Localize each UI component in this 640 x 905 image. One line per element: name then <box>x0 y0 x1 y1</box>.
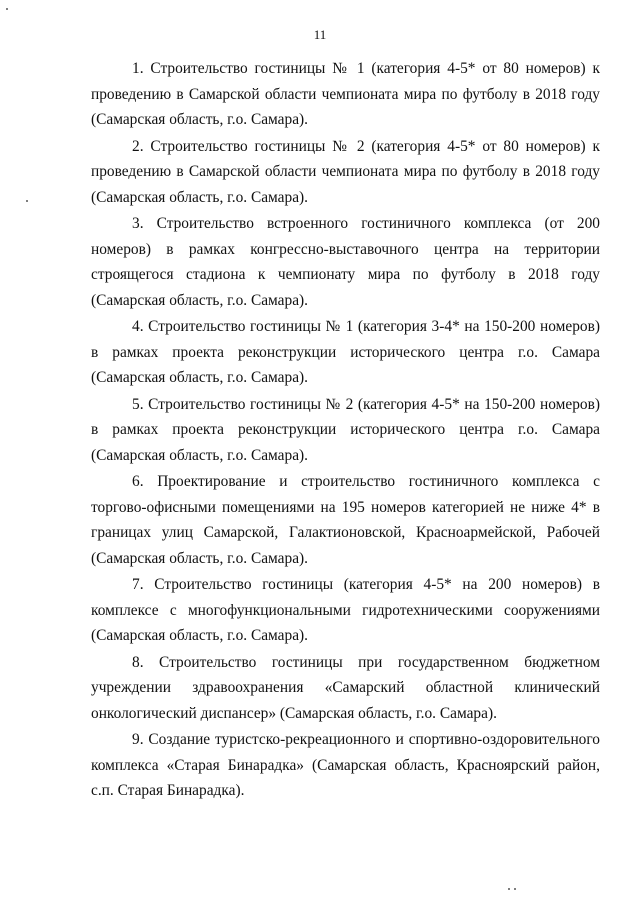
document-body <box>91 56 600 805</box>
list-item: 1. Строительство гостиницы № 1 (категория 4-5* от 80 номеров) к проведению в Самарской области чемпионата мира по футболу в 2018 году (Самарская область, г.о. Самара). <box>91 60 600 128</box>
list-item: 5. Строительство гостиницы № 2 (категория 4-5* на 150-200 номеров) в рамках проекта реконструкции исторического центра г.о. Самара (Самарская область, г.о. Самара). <box>91 395 600 464</box>
list-item: 7. Строительство гостиницы (категория 4-5* на 200 номеров) в комплексе с многофункциональными гидротехническими сооружениями (Самарская область, г.о. Самара). <box>91 576 600 644</box>
list-item: 8. Строительство гостиницы при государственном бюджетном учреждении здравоохранения «Самарский областной клинический онкологический диспансер» (Самарская область, г.о. Самара). <box>91 653 600 722</box>
scan-speck <box>26 200 28 202</box>
list-item: 9. Создание туристско-рекреационного и спортивно-оздоровительного комплекса «Старая Бинарадка» (Самарская область, Красноярский район, с.п. Старая Бинарадка). <box>91 731 600 799</box>
scan-speck <box>514 888 516 890</box>
list-item: 4. Строительство гостиницы № 1 (категория 3-4* на 150-200 номеров) в рамках проекта реконструкции исторического центра г.о. Самара (Самарская область, г.о. Самара). <box>91 318 600 386</box>
scan-speck <box>6 8 8 10</box>
scan-speck <box>508 888 510 890</box>
list-item: 6. Проектирование и строительство гостиничного комплекса с торгово-офисными помещениями на 195 номеров категорией не ниже 4* в границах улиц Самарской, Галактионовской, Красноармейской, Рабочей (Самарская область, г.о. Самара). <box>91 473 600 567</box>
list-item: 2. Строительство гостиницы № 2 (категория 4-5* от 80 номеров) к проведению в Самарской области чемпионата мира по футболу в 2018 году (Самарская область, г.о. Самара). <box>91 137 600 206</box>
page-number: 11 <box>313 27 327 42</box>
list-item: 3. Строительство встроенного гостиничного комплекса (от 200 номеров) в рамках конгрессно-выставочного центра на территории строящегося стадиона к чемпионату мира по футболу в 2018 году (Самарская область, г.о. Самара). <box>91 215 600 309</box>
